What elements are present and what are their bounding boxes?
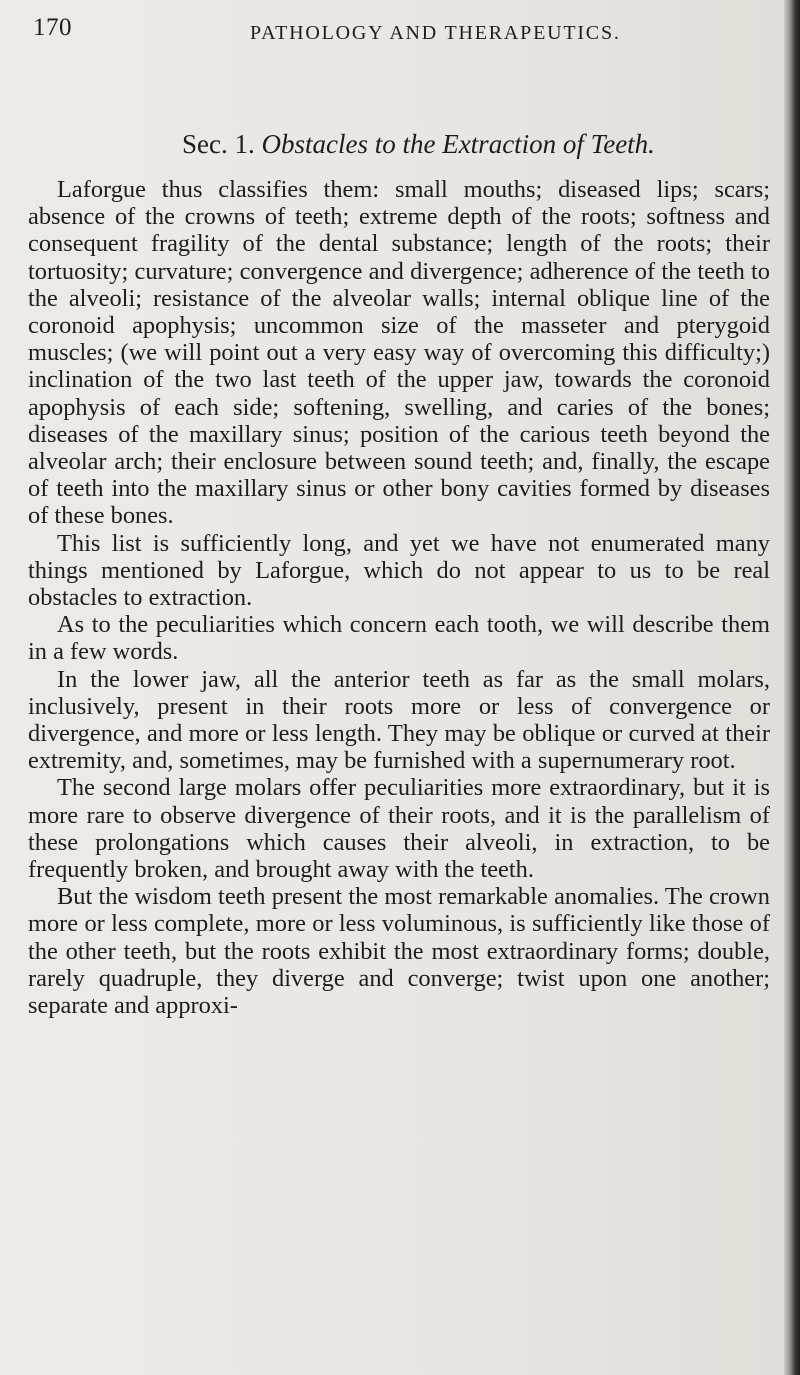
body-text — [28, 176, 770, 1019]
page-edge-shadow — [784, 0, 800, 1375]
page-header — [30, 14, 770, 54]
paragraph-classification: Laforgue thus classifies them: small mouths; diseased lips; scars; absence of the crowns of teeth; extreme depth of the roots; softness and consequent fragility of the dental substance; length of the roots; their tortuosity; curvature; convergence and divergence; adherence of the teeth to the alveoli; resistance of the alveolar walls; internal oblique line of the coronoid apophysis; uncommon size of the masseter and pterygoid muscles; (we will point out a very easy way of overcoming this difficulty;) inclination of the two last teeth of the upper jaw, towards the coronoid apophysis of each side; softening, swelling, and caries of the bones; diseases of the maxillary sinus; position of the carious teeth beyond the alveolar arch; their enclosure between sound teeth; and, finally, the escape of teeth into the maxillary sinus or other bony cavities formed by diseases of these bones. — [28, 176, 770, 530]
paragraph-lower-jaw: In the lower jaw, all the anterior teeth as far as the small molars, inclusively, present in their roots more or less of convergence or divergence, and more or less length. They may be oblique or curved at their extremity, and, sometimes, may be furnished with a supernumerary root. — [28, 665, 770, 775]
section-heading — [182, 129, 655, 160]
section-title: Obstacles to the Extraction of Teeth. — [261, 129, 655, 159]
paragraph-wisdom-teeth: But the wisdom teeth present the most remarkable anomalies. The crown more or less complete, more or less voluminous, is sufficiently like those of the other teeth, but the roots exhibit the most extraordinary forms; double, rarely quadruple, they diverge and converge; twist upon one another; separate and approxi- — [28, 883, 770, 1020]
section-number: Sec. 1. — [182, 129, 255, 159]
running-head: PATHOLOGY AND THERAPEUTICS. — [250, 22, 621, 44]
paragraph-list-length: This list is sufficiently long, and yet we have not enumerated many things mentioned by Laforgue, which do not appear to us to be real obstacles to extraction. — [28, 529, 770, 612]
page-number: 170 — [33, 14, 72, 41]
paragraph-second-molars: The second large molars offer peculiarities more extraordinary, but it is more rare to observe divergence of their roots, and it is the parallelism of these prolongations which causes their alveoli, in extraction, to be frequently broken, and brought away with the teeth. — [28, 774, 770, 884]
paragraph-peculiarities: As to the peculiarities which concern each tooth, we will describe them in a few words. — [28, 611, 770, 666]
